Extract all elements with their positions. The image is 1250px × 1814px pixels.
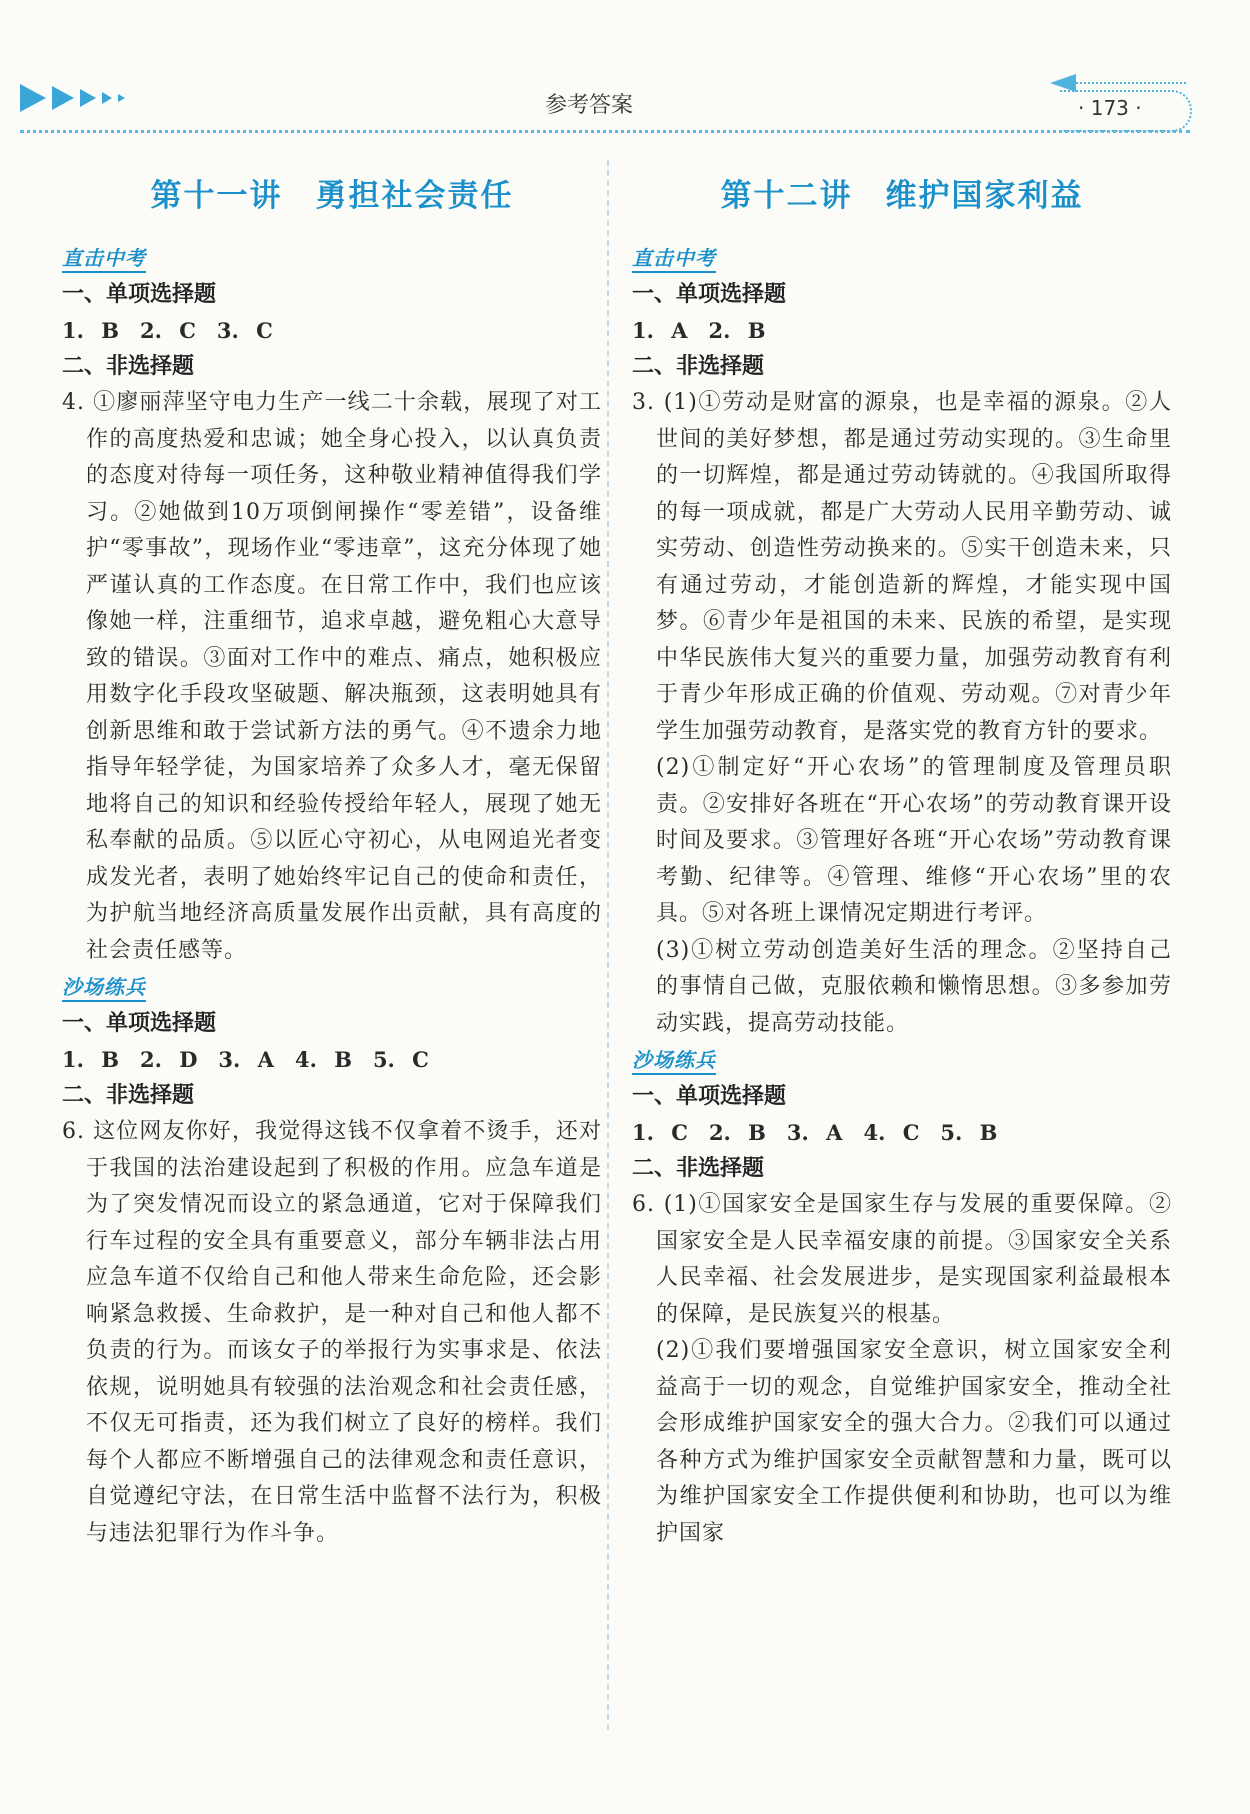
- right-column: [632, 170, 1172, 1552]
- arrow-decoration-icon: [20, 84, 131, 112]
- subhead-single-choice: 一、单项选择题: [62, 1011, 217, 1036]
- section-tag-shachang: 沙场练兵: [62, 971, 146, 1002]
- subhead-non-choice: 二、非选择题: [62, 1083, 195, 1108]
- lecture-12-title: 第十二讲 维护国家利益: [720, 178, 1084, 214]
- single-choice-answers: 1. C 2. B 3. A 4. C 5. B: [632, 1120, 998, 1145]
- answer-q4: 4. ①廖丽萍坚守电力生产一线二十余载，展现了对工作的高度热爱和忠诚；她全身心投入，以认真负责的态度对待每一项任务，这种敬业精神值得我们学习。②她做到10万项倒闸操作“零差错”，设备维护“零事故”，现场作业“零违章”，这充分体现了她严谨认真的工作态度。在日常工作中，我们也应该像她一样，注重细节，追求卓越，避免粗心大意导致的错误。③面对工作中的难点、痛点，她积极应用数字化手段攻坚破题、解决瓶颈，这表明她具有创新思维和敢于尝试新方法的勇气。④不遗余力地指导年轻学徒，为国家培养了众多人才，毫无保留地将自己的知识和经验传授给年轻人，展现了她无私奉献的品质。⑤以匠心守初心，从电网追光者变成发光者，表明了她始终牢记自己的使命和责任，为护航当地经济高质量发展作出贡献，具有高度的社会责任感等。: [62, 390, 602, 963]
- answer-q3-part3: (3)①树立劳动创造美好生活的理念。②坚持自己的事情自己做，克服依赖和懒惰思想。③多参加劳动实践，提高劳动技能。: [656, 937, 1172, 1036]
- answer-q3-part1: 3. (1)①劳动是财富的源泉，也是幸福的源泉。②人世间的美好梦想，都是通过劳动实现的。③生命里的一切辉煌，都是通过劳动铸就的。④我国所取得的每一项成就，都是广大劳动人民用辛勤劳动、诚实劳动、创造性劳动换来的。⑤实干创造未来，只有通过劳动，才能创造新的辉煌，才能实现中国梦。⑥青少年是祖国的未来、民族的希望，是实现中华民族伟大复兴的重要力量，加强劳动教育有利于青少年形成正确的价值观、劳动观。⑦对青少年学生加强劳动教育，是落实党的教育方针的要求。: [632, 390, 1172, 744]
- single-choice-answers: 1. B 2. D 3. A 4. B 5. C: [62, 1047, 429, 1072]
- column-divider: [607, 160, 609, 1730]
- page-header: [0, 70, 1250, 140]
- subhead-single-choice: 一、单项选择题: [632, 1084, 787, 1109]
- left-column: [62, 170, 602, 1552]
- section-tag-zhiji: 直击中考: [632, 242, 716, 273]
- section-tag-shachang: 沙场练兵: [632, 1044, 716, 1075]
- subhead-non-choice: 二、非选择题: [632, 354, 765, 379]
- section-tag-zhiji: 直击中考: [62, 242, 146, 273]
- arrow-line-decoration: [1076, 82, 1186, 84]
- running-title: 参考答案: [545, 93, 634, 118]
- answer-q6-part1: 6. (1)①国家安全是国家生存与发展的重要保障。②国家安全是人民幸福安康的前提。③国家安全关系人民幸福、社会发展进步，是实现国家利益最根本的保障，是民族复兴的根基。: [632, 1192, 1172, 1327]
- single-choice-answers: 1. A 2. B: [632, 318, 766, 343]
- answer-q6-part2: (2)①我们要增强国家安全意识，树立国家安全利益高于一切的观念，自觉维护国家安全，推动全社会形成维护国家安全的强大合力。②我们可以通过各种方式为维护国家安全贡献智慧和力量，既可以为维护国家安全工作提供便利和协助，也可以为维护国家: [656, 1338, 1172, 1546]
- subhead-non-choice: 二、非选择题: [62, 354, 195, 379]
- page-number: · 173 ·: [1078, 96, 1142, 120]
- subhead-single-choice: 一、单项选择题: [62, 282, 217, 307]
- header-rule: [20, 130, 1190, 133]
- answer-q6: 6. 这位网友你好，我觉得这钱不仅拿着不烫手，还对于我国的法治建设起到了积极的作用。应急车道是为了突发情况而设立的紧急通道，它对于保障我们行车过程的安全具有重要意义，部分车辆非法占用应急车道不仅给自己和他人带来生命危险，还会影响紧急救援、生命救护，是一种对自己和他人都不负责的行为。而该女子的举报行为实事求是、依法依规，说明她具有较强的法治观念和社会责任感，不仅无可指责，还为我们树立了良好的榜样。我们每个人都应不断增强自己的法律观念和责任意识，自觉遵纪守法，在日常生活中监督不法行为，积极与违法犯罪行为作斗争。: [62, 1119, 602, 1546]
- subhead-single-choice: 一、单项选择题: [632, 282, 787, 307]
- answer-q3-part2: (2)①制定好“开心农场”的管理制度及管理员职责。②安排好各班在“开心农场”的劳动教育课开设时间及要求。③管理好各班“开心农场”劳动教育课考勤、纪律等。④管理、维修“开心农场”里的农具。⑤对各班上课情况定期进行考评。: [656, 755, 1172, 926]
- lecture-11-title: 第十一讲 勇担社会责任: [150, 178, 514, 214]
- single-choice-answers: 1. B 2. C 3. C: [62, 318, 273, 343]
- subhead-non-choice: 二、非选择题: [632, 1156, 765, 1181]
